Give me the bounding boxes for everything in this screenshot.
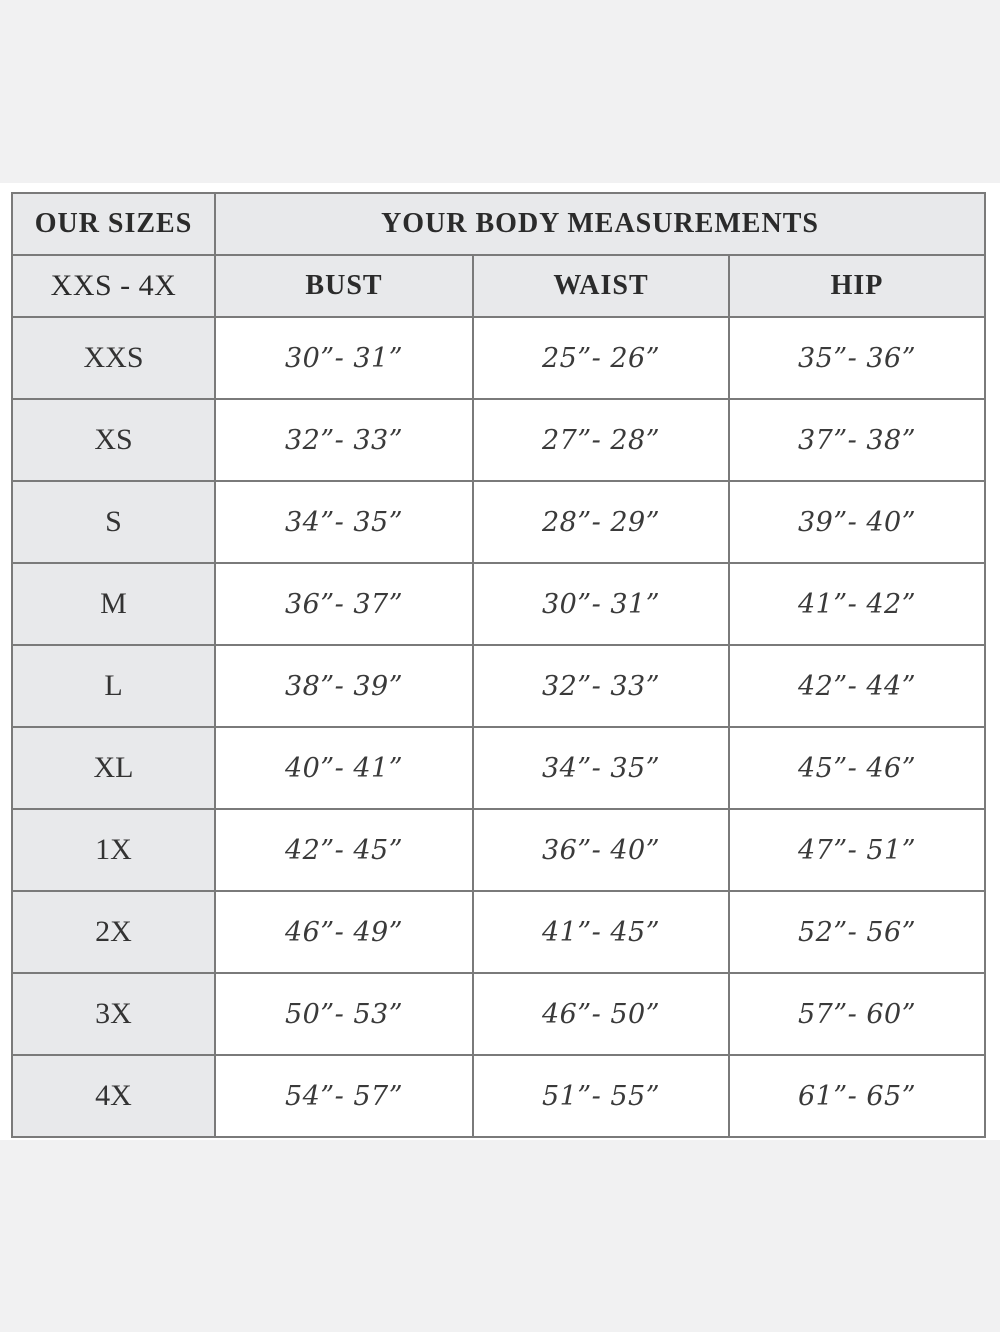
- header-row-titles: [12, 193, 985, 255]
- our-sizes-header: OUR SIZES: [12, 193, 215, 255]
- size-label: XS: [12, 399, 215, 481]
- header-row-columns: [12, 255, 985, 317]
- waist-value: 32”- 33”: [473, 645, 729, 727]
- hip-value: 37”- 38”: [729, 399, 985, 481]
- hip-value: 35”- 36”: [729, 317, 985, 399]
- table-row: [12, 481, 985, 563]
- size-label: S: [12, 481, 215, 563]
- waist-value: 25”- 26”: [473, 317, 729, 399]
- body-measurements-header: YOUR BODY MEASUREMENTS: [215, 193, 985, 255]
- bust-value: 36”- 37”: [215, 563, 473, 645]
- table-row: [12, 727, 985, 809]
- table-row: [12, 1055, 985, 1137]
- size-label: 1X: [12, 809, 215, 891]
- hip-value: 42”- 44”: [729, 645, 985, 727]
- table-row: [12, 809, 985, 891]
- waist-value: 46”- 50”: [473, 973, 729, 1055]
- bottom-margin: [0, 1140, 1000, 1332]
- bust-value: 50”- 53”: [215, 973, 473, 1055]
- bust-value: 40”- 41”: [215, 727, 473, 809]
- size-range-label: XXS - 4X: [12, 255, 215, 317]
- hip-column-header: HIP: [729, 255, 985, 317]
- size-chart-table: [11, 192, 986, 1138]
- size-label: XL: [12, 727, 215, 809]
- waist-value: 51”- 55”: [473, 1055, 729, 1137]
- top-margin: [0, 0, 1000, 183]
- bust-column-header: BUST: [215, 255, 473, 317]
- table-row: [12, 973, 985, 1055]
- hip-value: 47”- 51”: [729, 809, 985, 891]
- size-label: 2X: [12, 891, 215, 973]
- hip-value: 41”- 42”: [729, 563, 985, 645]
- waist-value: 36”- 40”: [473, 809, 729, 891]
- hip-value: 57”- 60”: [729, 973, 985, 1055]
- hip-value: 61”- 65”: [729, 1055, 985, 1137]
- hip-value: 52”- 56”: [729, 891, 985, 973]
- size-chart-sheet: [0, 183, 1000, 1140]
- bust-value: 42”- 45”: [215, 809, 473, 891]
- size-label: M: [12, 563, 215, 645]
- size-label: 4X: [12, 1055, 215, 1137]
- table-row: [12, 317, 985, 399]
- table-row: [12, 891, 985, 973]
- waist-column-header: WAIST: [473, 255, 729, 317]
- table-row: [12, 563, 985, 645]
- waist-value: 41”- 45”: [473, 891, 729, 973]
- hip-value: 39”- 40”: [729, 481, 985, 563]
- size-label: 3X: [12, 973, 215, 1055]
- waist-value: 34”- 35”: [473, 727, 729, 809]
- waist-value: 30”- 31”: [473, 563, 729, 645]
- bust-value: 30”- 31”: [215, 317, 473, 399]
- hip-value: 45”- 46”: [729, 727, 985, 809]
- size-label: XXS: [12, 317, 215, 399]
- bust-value: 46”- 49”: [215, 891, 473, 973]
- waist-value: 27”- 28”: [473, 399, 729, 481]
- bust-value: 54”- 57”: [215, 1055, 473, 1137]
- table-row: [12, 399, 985, 481]
- waist-value: 28”- 29”: [473, 481, 729, 563]
- table-row: [12, 645, 985, 727]
- size-label: L: [12, 645, 215, 727]
- bust-value: 34”- 35”: [215, 481, 473, 563]
- bust-value: 32”- 33”: [215, 399, 473, 481]
- bust-value: 38”- 39”: [215, 645, 473, 727]
